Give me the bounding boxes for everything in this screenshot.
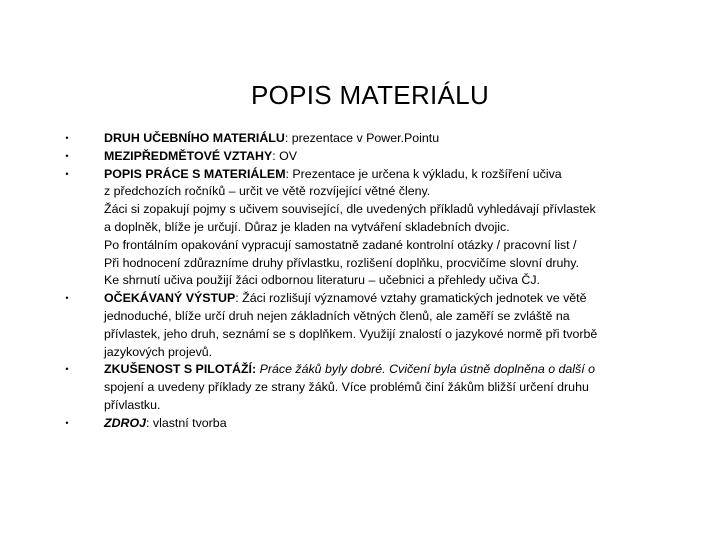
item-heading: OČEKÁVANÝ VÝSTUP	[104, 291, 236, 306]
item-text: jednoduché, blíže určí druh nejen základních větných členů, ale zaměří se zvláště na	[104, 308, 570, 323]
bullet-icon: •	[65, 150, 69, 161]
item-text: Prezentace je určena k výkladu, k rozšíření učiva	[292, 166, 562, 181]
bullet-icon: •	[65, 364, 69, 375]
item-text: prezentace v Power.Pointu	[291, 131, 440, 145]
item-heading: DRUH UČEBNÍHO MATERIÁLU	[104, 131, 285, 145]
list-item-expected-output: • OČEKÁVANÝ VÝSTUP: Žáci rozlišují významové vztahy gramatických jednotek ve větě jednoduché, blíže určí druh nejen základních větných členů, ale zaměří se zvláště na přívlastek, jeho druh, seznámí se s doplňkem. Využijí znalostí o jazykové normě při tvorbě jazykových projevů.	[62, 290, 702, 361]
slide-title: POPIS MATERIÁLU	[250, 80, 490, 110]
list-item-source: • ZDROJ: vlastní tvorba	[62, 415, 702, 433]
item-text: a doplněk, blíže je určují. Důraz je kladen na vytváření skladebních dvojic.	[104, 219, 510, 234]
list-item-work-description: • POPIS PRÁCE S MATERIÁLEM: Prezentace je určena k výkladu, k rozšíření učiva z předchozích ročníků – určit ve větě rozvíjející větné členy. Žáci si zopakují pojmy s učivem související, dle uvedených příkladů vyhledávají přívlastek a doplněk, blíže je určují. Důraz je kladen na vytváření skladebních dvojic. Po frontálním opakování vypracují samostatně zadané kontrolní otázky / pracovní list / Při hodnocení zdůrazníme druhy přívlastku, rozlišení doplňku, procvičíme slovní druhy. Ke shrnutí učiva použijí žáci odbornou literaturu – učebnici a přehledy učiva ČJ.	[62, 166, 702, 291]
bullet-icon: •	[65, 293, 69, 304]
item-text: Po frontálním opakování vypracují samostatně zadané kontrolní otázky / pracovní list /	[104, 237, 577, 252]
item-heading: MEZIPŘEDMĚTOVÉ VZTAHY	[104, 148, 273, 163]
item-text: jazykových projevů.	[104, 344, 213, 359]
item-text: z předchozích ročníků – určit ve větě rozvíjející větné členy.	[104, 184, 431, 199]
item-text: OV	[279, 148, 298, 163]
item-text: Při hodnocení zdůrazníme druhy přívlastku, rozlišení doplňku, procvičíme slovní druhy.	[104, 255, 579, 270]
item-text: Žáci rozlišují významové vztahy gramatických jednotek ve větě	[242, 291, 587, 306]
item-text: přívlastek, jeho druh, seznámí se s doplňkem. Využijí znalostí o jazykové normě při tvorbě	[104, 326, 598, 341]
list-item-cross-subject: • MEZIPŘEDMĚTOVÉ VZTAHY: OV	[62, 148, 702, 166]
item-text: Ke shrnutí učiva použijí žáci odbornou literaturu – učebnici a přehledy učiva ČJ.	[104, 273, 540, 288]
bullet-list	[62, 130, 702, 433]
bullet-icon: •	[65, 168, 69, 179]
list-item-pilot-experience	[62, 361, 702, 414]
item-heading: ZKUŠENOST S PILOTÁŽÍ:	[104, 362, 257, 377]
item-text: spojení a uvedeny příklady ze strany žáků. Více problémů činí žákům bližší určení druhu	[104, 380, 589, 395]
item-text: Práce žáků byly dobré. Cvičení byla ústně doplněna o další o	[259, 362, 596, 377]
bullet-icon: •	[65, 133, 69, 143]
list-item-material-type: • DRUH UČEBNÍHO MATERIÁLU: prezentace v Power.Pointu	[62, 130, 702, 148]
item-text: Žáci si zopakují pojmy s učivem související, dle uvedených příkladů vyhledávají přívlastek	[104, 202, 596, 217]
item-text: přívlastku.	[104, 397, 161, 412]
bullet-icon: •	[65, 417, 69, 428]
item-heading: ZDROJ	[104, 415, 146, 430]
item-heading: POPIS PRÁCE S MATERIÁLEM	[104, 166, 286, 181]
item-text: vlastní tvorba	[152, 415, 227, 430]
